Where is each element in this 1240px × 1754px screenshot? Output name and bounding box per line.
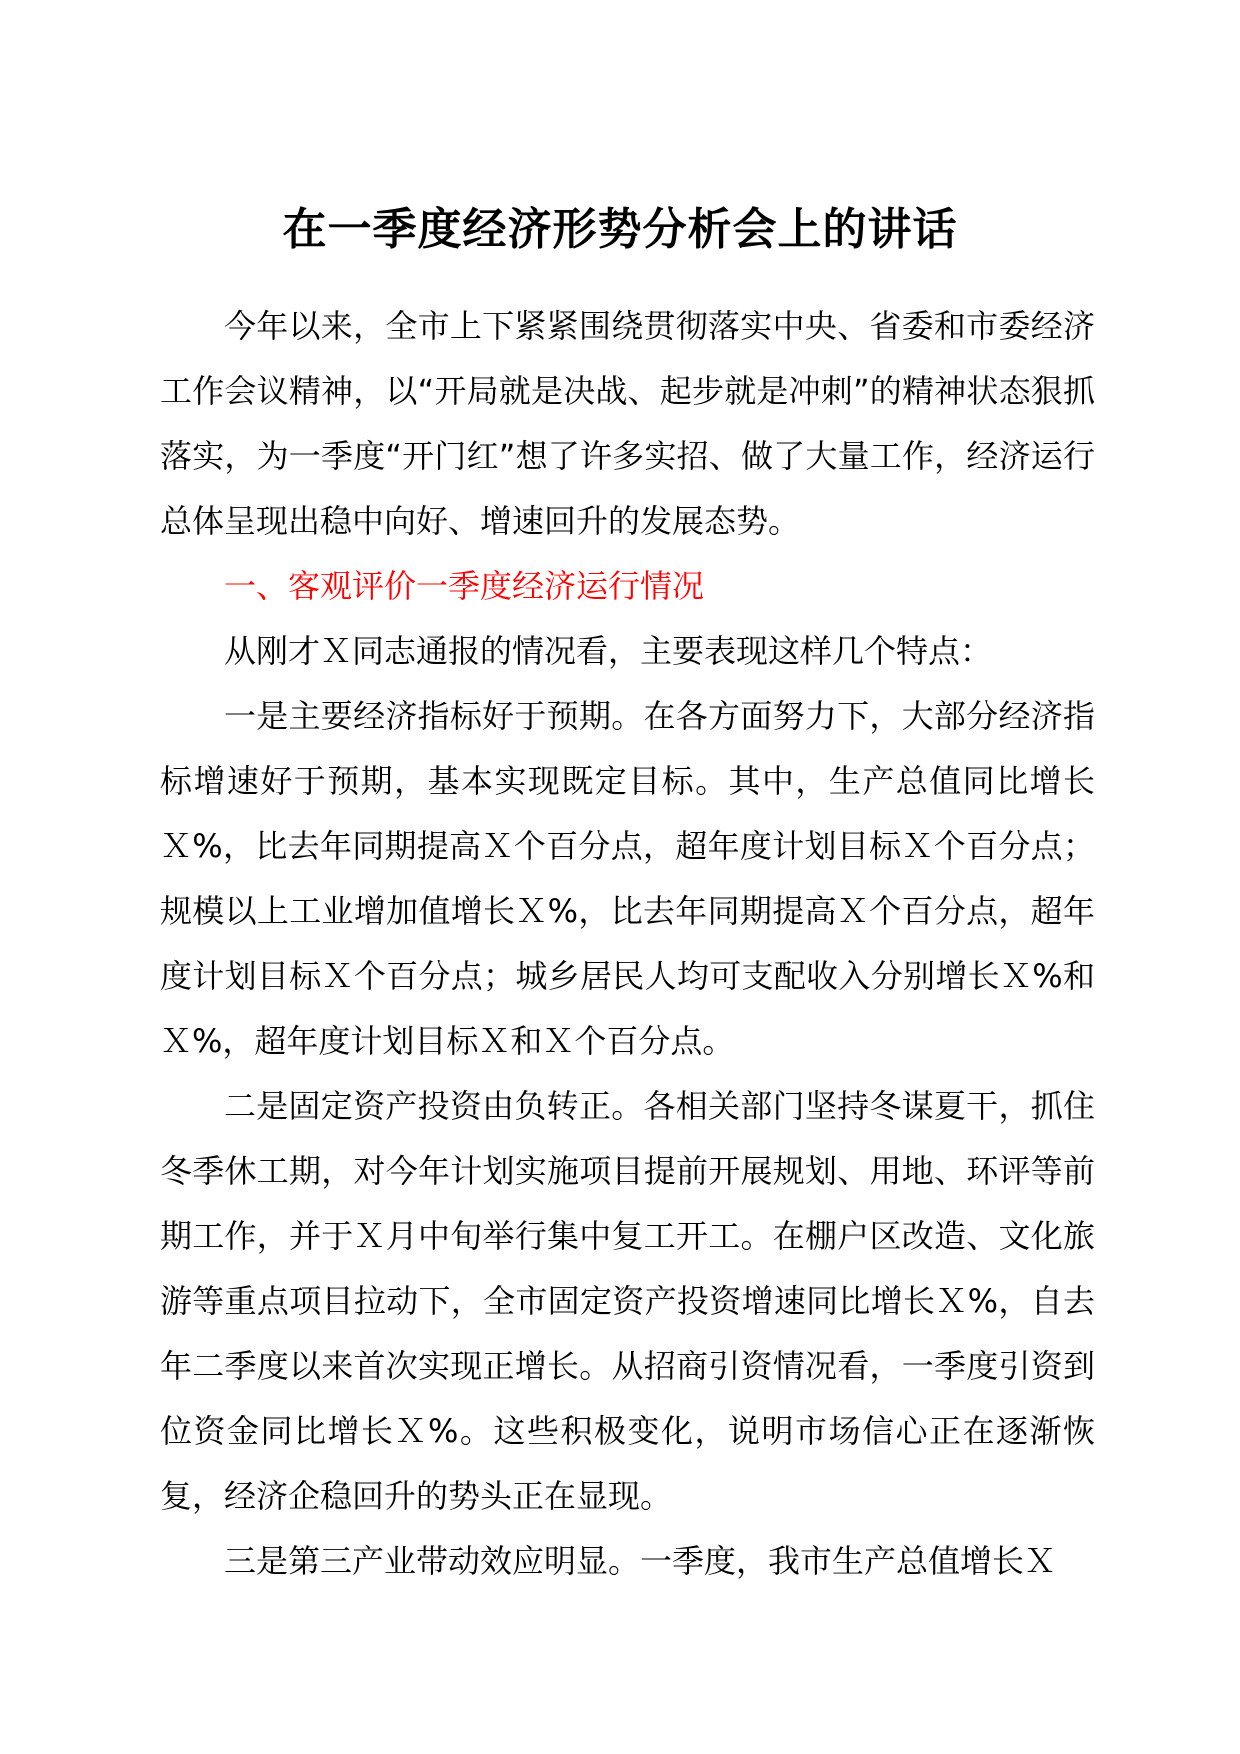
section-paragraph-1: 从刚才Ｘ同志通报的情况看，主要表现这样几个特点： xyxy=(224,632,993,670)
section-paragraph-3: 二是固定资产投资由负转正。各相关部门坚持冬谋夏干，抓住冬季休工期，对今年计划实施项目提前开展规划、用地、环评等前期工作，并于Ｘ月中旬举行集中复工开工。在棚户区改造、文化旅游等重点项目拉动下，全市固定资产投资增速同比增长Ｘ%，自去年二季度以来首次实现正增长。从招商引资情况看，一季度引资到位资金同比增长Ｘ%。这些积极变化，说明市场信心正在逐渐恢复，经济企稳回升的势头正在显现。 xyxy=(160,1087,1095,1515)
section-paragraph-4: 三是第三产业带动效应明显。一季度，我市生产总值增长Ｘ xyxy=(224,1542,1057,1580)
section-heading: 一、客观评价一季度经济运行情况 xyxy=(224,567,705,605)
document-title: 在一季度经济形势分析会上的讲话 xyxy=(282,204,958,255)
intro-paragraph: 今年以来，全市上下紧紧围绕贯彻落实中央、省委和市委经济工作会议精神，以“开局就是决战、起步就是冲刺”的精神状态狠抓落实，为一季度“开门红”想了许多实招、做了大量工作，经济运行总体呈现出稳中向好、增速回升的发展态势。 xyxy=(160,307,1095,540)
document-body xyxy=(160,294,1095,1594)
section-paragraph-2: 一是主要经济指标好于预期。在各方面努力下，大部分经济指标增速好于预期，基本实现既定目标。其中，生产总值同比增长Ｘ%，比去年同期提高Ｘ个百分点，超年度计划目标Ｘ个百分点；规模以上工业增加值增长Ｘ%，比去年同期提高Ｘ个百分点，超年度计划目标Ｘ个百分点；城乡居民人均可支配收入分别增长Ｘ%和Ｘ%，超年度计划目标Ｘ和Ｘ个百分点。 xyxy=(160,697,1095,1060)
